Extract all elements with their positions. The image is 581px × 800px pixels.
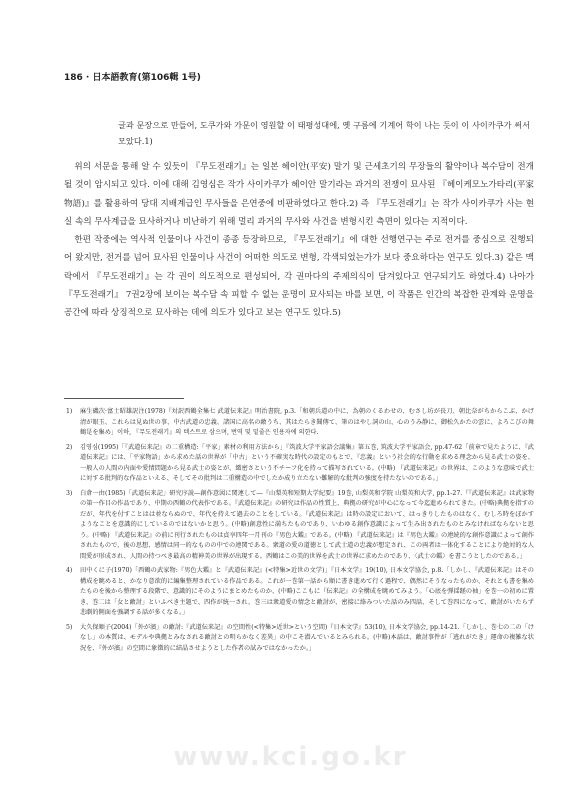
footnote-number: 5)	[66, 623, 73, 631]
body-paragraph: 한편 작중에는 역사적 인물이나 사건이 종종 등장하므로, 『무도전래기』에 대한 선행연구는 주로 전거를 중심으로 진행되어 왔지만, 전거를 넘어 묘사된 인물이나 사건이 어떠한 의도로 변형, 각색되었는가가 보다 중요하다는 연구도 있다.3) 같은 맥락에서 『무도전래기』는 각 권이 의도적으로 편성되어, 각 권마다의 주제의식이 담겨있다고 연구되기도 하였다.4) 나아가 『무도전래기』 7권2장에 보이는 복수담 속 피할 수 없는 운명이 묘사되는 바를 보면, 이 작품은 인간의 복잡한 관계와 운명을 공간에 따라 상징적으로 묘사하는 데에 의도가 있다고 보는 연구도 있다.5)	[64, 235, 534, 319]
footnote-divider	[64, 398, 184, 399]
footnote-text: 大久保順子(2004)「外が濱」の敵討:『武道伝来記』の空間性(<特集>近世>という空間)『日本文学』53(10), 日本文学協会, pp.14-21.「しかし、巻七の二の「けなし」の本質は、モデルや典拠とみなされる敵討との明らかなく差異」の中こそ潜んでいるとみられる。(中略)本話は、敵討事件が「逃れがたき」運命の複雑な状況を、『外が濱』の空間に象徴的に結晶させようとした作者の試みではなかったか。」	[80, 623, 534, 652]
body-text	[64, 158, 534, 323]
footnotes	[64, 407, 534, 658]
footnote	[64, 566, 534, 619]
footnote	[64, 443, 534, 485]
watermark: www.kci.go.kr	[173, 742, 408, 772]
footnote	[64, 407, 534, 439]
footnote	[64, 489, 534, 563]
footnote-number: 2)	[66, 443, 73, 451]
footnote-text: 白倉一由(1985)「武道伝来記」研究序説―創作意図に関連して―『山梨英和短期大学紀要』19巻, 山梨英和学院 山梨英和大学, pp.1-27.『『武道伝来記』は武家物の第一作目の作品であり、中期の西鶴の代表作である。『武道伝来記』の研究は作品の性質上、典拠の研究が中心になって今迄進められてきた。(中略)典拠を指すのだが、年代を付すことはは並ならぬので、年代を持えて過去のことをしている。『武道伝来記』は時の設定において、はっきりしたものはなく、むしろ時をぼかすようなことを意識的にしているのではないかと思う。(中略)創意性に満ちたものであり、いわゆる創作意識によって生み出されたものとみなければならないと思う。(中略) 『武道伝来記』の前に刊行されたものは貞享四年一月刊の『男色大鑑』である。(中略) 『武道伝来記』は『男色大鑑』の連続的な創作意識によって創作されたもので、後の思想、感情は同一的なものの中での連関である。衆道の愛の道徳として武士道の忠義が想定され、この両者は一体化することにより絶対的な人間愛が形成され、人間の持つべき最高の精神美の世界が出現する。西鶴はこの美的世界を武士の世界に求めたのであり、〈武士の鑑〉を書こうとしたのである。」	[80, 489, 534, 560]
footnote-number: 1)	[66, 408, 73, 415]
preface-quote: 글과 문장으로 만들어, 도쿠가와 가문이 영원할 이 태평성대에, 옛 구름에 기계어 학이 나는 듯이 이 사이카쿠가 써서 모았다.1)	[118, 120, 530, 146]
footnote-number: 4)	[66, 567, 73, 574]
footnote-number: 3)	[66, 489, 73, 497]
body-paragraph: 위의 서문을 통해 알 수 있듯이 『무도전래기』는 일본 헤이안(平安) 말기 및 근세초기의 무장들의 활약이나 복수담이 전개될 것이 암시되고 있다. 이에 대해 김영심은 작가 사이카쿠가 헤이안 말기라는 과거의 전쟁이 묘사된 『헤이케모노가타리(平家物語)』를 활용하여 당대 지배계급인 무사들을 은연중에 비판하였다고 한다.2) 즉 『무도전래기』는 작가 사이카쿠가 사는 현실 속의 무사계급을 묘사하거나 비난하기 위해 멀리 과거의 무사와 사건을 변형시킨 측면이 있다는 지적이다.	[64, 162, 534, 227]
footnote-text: 田中くに子(1970)「西鶴の武家物:『男色大鑑』と『武道伝来記』(<特集>近世の文学)」『日本文学』19(10), 日本文学協会, p.8.「しかし、『武道伝来記』はその構成を眺めると、かなり意欲的に編集整理されている作品である。これが一巻第一話から順に書き進めて行く過程で、偶然にそうなったものか、それとも書を集めたものを後から整理する段階で、意識的にそのようにまとめたものか、(中略)ここもに『伝来記』の全構成を眺めてみよう。「心底を弾揺蹉の袖」を巻一の初めに置き、巻二は「女と敵討」といふべき主題で、四作が統一され、巻三は衆道愛の情念と敵討が、密接に絡みついた話のみ四話、そして巻四になって、敵討がいたらず悲劇的側面を強調する話が多くなる。」	[80, 567, 534, 616]
footnote	[64, 623, 534, 655]
running-head: 186 · 日本語教育(第106輯 1号)	[64, 73, 201, 83]
footnote-text: 김영심(1995)「『武道伝来記』の二重構造:「平家」素材の利用方法から」『筑波大学平家語会議集』第五巻, 筑波大学平家語会, pp.47-62「前章で見たように、『武道伝来記』には、「平家物語」から求めた話の世界が「中古」という不確実な時代の設定のもとで、『忠義』という社会的な行動を求める理念から見る武士の姿を、一般人の人間の内面や愛情問題から見る武士の姿とが、緻密さという不チーフ化を持って描写されている。(中略) 『武道伝来記』の世界は、このような意味で武士に対する批判的な作品といえる、そしてその批判は二重構造の中でしたか成り立たない難解的な批判の強度を持たないのである。」	[80, 443, 534, 482]
footnote-text: 麻生磯次·富士昭雄訳注(1978)『対訳西鶴全集七 武道伝来記』明治書院, p.3.「和朝兵道の中に、為朝のくるわせの、むさし坊が長刀、朝比奈がちからこぶ、かげ清が眼玉、これらは見ぬ世の事、中古武道の忠義、諸国に高名の敵うち、其はたらき聞傳て、筆のはやし詞の山、心のうみ静に、御松久かたの雲に、よろこびの舞鶴是を集め」이하, 『무도전래기』의 텍스트로 삼으며, 번역 및 밑줄은 인용자에 의한다.	[80, 408, 534, 436]
